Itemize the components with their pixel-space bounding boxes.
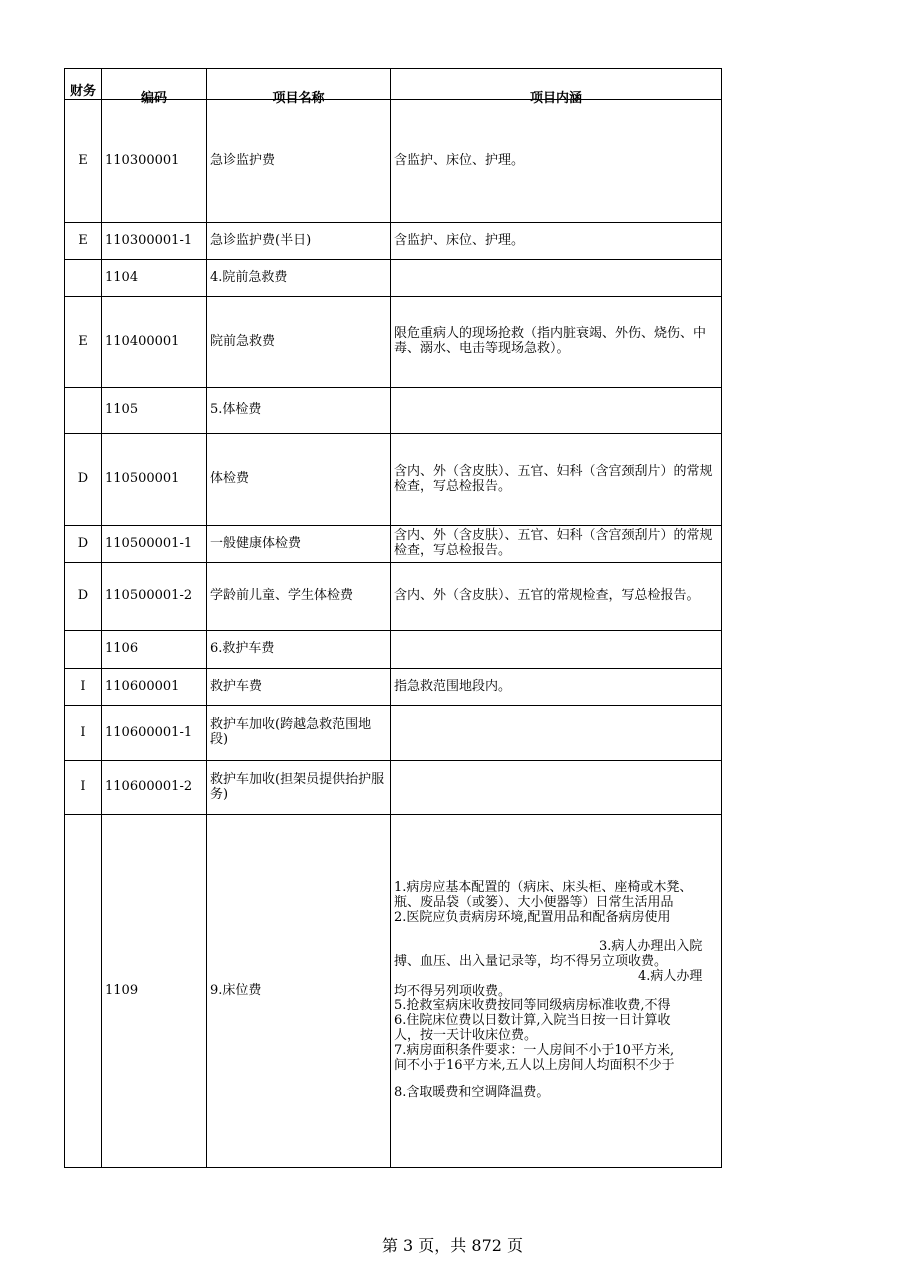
content-cell (391, 260, 722, 297)
content-cell: 含内、外（含皮肤）、五官、妇科（含宫颈刮片）的常规检查，写总检报告。 (391, 434, 722, 526)
table-row (65, 388, 722, 434)
table-row (65, 100, 722, 223)
fee-table (64, 68, 722, 1168)
content-cell: 含监护、床位、护理。 (391, 223, 722, 260)
content-cell (391, 815, 722, 1168)
bed-fee-line: 7.病房面积条件要求：一人房间不小于10平方米, (394, 1043, 675, 1059)
code-cell: 110300001 (102, 100, 207, 223)
header-name: 项目名称 (207, 69, 391, 100)
code-cell: 1109 (102, 815, 207, 1168)
name-cell: 一般健康体检费 (207, 526, 391, 563)
code-cell: 110500001-2 (102, 563, 207, 631)
finance-cell: I (65, 706, 102, 761)
name-cell: 体检费 (207, 434, 391, 526)
finance-cell: E (65, 100, 102, 223)
table-row (65, 260, 722, 297)
finance-cell (65, 815, 102, 1168)
header-code: 编码 (102, 69, 207, 100)
bed-fee-line: 瓶、废品袋（或篓）、大小便器等）日常生活用品 (394, 894, 674, 910)
content-cell (391, 631, 722, 669)
code-cell: 110600001-1 (102, 706, 207, 761)
table-row (65, 526, 722, 563)
finance-cell: D (65, 526, 102, 563)
finance-cell (65, 631, 102, 669)
finance-cell: I (65, 669, 102, 706)
table-row (65, 761, 722, 815)
finance-cell (65, 388, 102, 434)
content-cell: 指急救范围地段内。 (391, 669, 722, 706)
table-row (65, 706, 722, 761)
code-cell: 110300001-1 (102, 223, 207, 260)
table-row (65, 434, 722, 526)
name-cell: 院前急救费 (207, 297, 391, 388)
finance-cell (65, 260, 102, 297)
table-row (65, 223, 722, 260)
bed-fee-line: 人，按一天计收床位费。 (394, 1028, 538, 1044)
table-row (65, 563, 722, 631)
name-cell: 急诊监护费(半日) (207, 223, 391, 260)
name-cell: 学龄前儿童、学生体检费 (207, 563, 391, 631)
name-cell: 急诊监护费 (207, 100, 391, 223)
table-row (65, 815, 722, 1168)
finance-cell: D (65, 434, 102, 526)
name-cell: 9.床位费 (207, 815, 391, 1168)
code-cell: 1105 (102, 388, 207, 434)
bed-fee-line: 3.病人办理出入院 (599, 938, 703, 954)
code-cell: 110500001 (102, 434, 207, 526)
content-cell (391, 706, 722, 761)
header-row (65, 69, 722, 100)
code-cell: 110500001-1 (102, 526, 207, 563)
code-cell: 1106 (102, 631, 207, 669)
bed-fee-line: 搏、血压、出入量记录等，均不得另立项收费。 (394, 953, 668, 969)
bed-fee-line: 4.病人办理 (638, 968, 703, 984)
finance-cell: I (65, 761, 102, 815)
name-cell: 4.院前急救费 (207, 260, 391, 297)
code-cell: 110600001-2 (102, 761, 207, 815)
bed-fee-line: 2.医院应负责病房环境,配置用品和配备病房使用 (394, 909, 671, 925)
code-cell: 110400001 (102, 297, 207, 388)
finance-cell: E (65, 297, 102, 388)
bed-fee-line: 6.住院床位费以日数计算,入院当日按一日计算收 (394, 1013, 671, 1029)
name-cell: 救护车费 (207, 669, 391, 706)
code-cell: 1104 (102, 260, 207, 297)
page-footer: 第 3 页，共 872 页 (381, 1236, 524, 1255)
table-row (65, 631, 722, 669)
bed-fee-line: 5.抢救室病床收费按同等同级病房标准收费,不得 (394, 998, 671, 1014)
bed-fee-line: 8.含取暖费和空调降温费。 (394, 1085, 550, 1101)
finance-cell: E (65, 223, 102, 260)
content-cell: 限危重病人的现场抢救（指内脏衰竭、外伤、烧伤、中毒、溺水、电击等现场急救）。 (391, 297, 722, 388)
header-finance: 财务 (65, 69, 102, 100)
finance-cell: D (65, 563, 102, 631)
name-cell: 6.救护车费 (207, 631, 391, 669)
name-cell: 5.体检费 (207, 388, 391, 434)
content-cell: 含内、外（含皮肤）、五官的常规检查，写总检报告。 (391, 563, 722, 631)
bed-fee-line: 间不小于16平方米,五人以上房间人均面积不少于 (394, 1058, 675, 1074)
header-content: 项目内涵 (391, 69, 722, 100)
content-cell (391, 388, 722, 434)
bed-fee-line: 1.病房应基本配置的（病床、床头柜、座椅或木凳、 (394, 879, 693, 895)
bed-fee-line: 均不得另列项收费。 (394, 983, 512, 999)
table-row (65, 297, 722, 388)
name-cell: 救护车加收(跨越急救范围地段) (207, 706, 391, 761)
table-row (65, 669, 722, 706)
bed-fee-line (394, 926, 718, 940)
name-cell: 救护车加收(担架员提供抬护服务) (207, 761, 391, 815)
content-cell: 含内、外（含皮肤）、五官、妇科（含宫颈刮片）的常规检查，写总检报告。 (391, 526, 722, 563)
content-cell: 含监护、床位、护理。 (391, 100, 722, 223)
code-cell: 110600001 (102, 669, 207, 706)
content-cell (391, 761, 722, 815)
